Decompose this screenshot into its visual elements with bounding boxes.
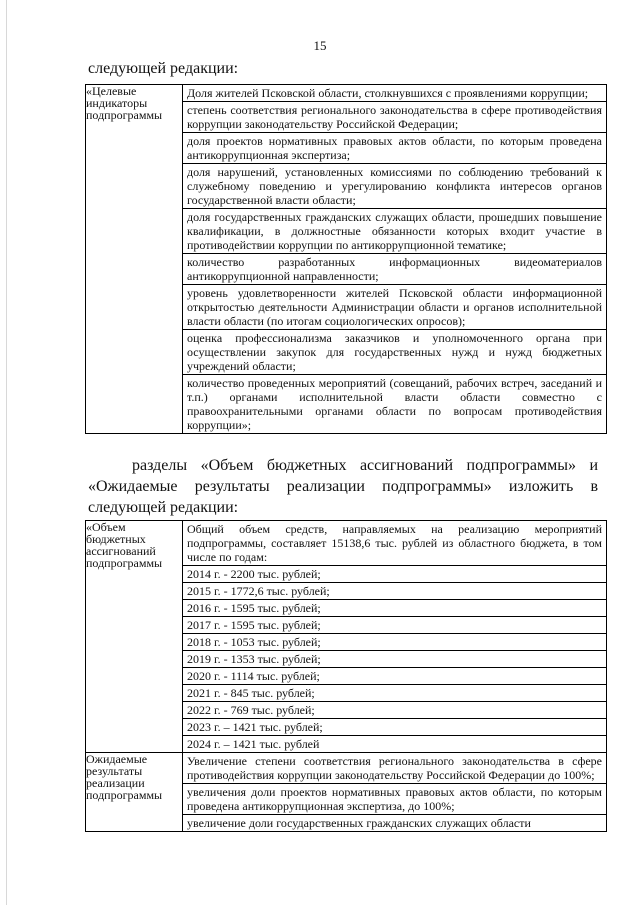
intro-text: следующей редакции:	[88, 60, 239, 77]
list-item: оценка профессионализма заказчиков и уполномоченного органа при осуществлении закупок для государственных нужд и нужд бюджетных учреждений области;	[183, 330, 606, 375]
list-item: 2020 г. - 1114 тыс. рублей;	[183, 668, 606, 685]
list-item: 2021 г. - 845 тыс. рублей;	[183, 685, 606, 702]
list-item: 2014 г. - 2200 тыс. рублей;	[183, 566, 606, 583]
list-item: Доля жителей Псковской области, столкнувшихся с проявлениями коррупции;	[183, 85, 606, 102]
list-item: количество проведенных мероприятий (совещаний, рабочих встреч, заседаний и т.п.) органами исполнительной власти области совместно с правоохранительными органами области по вопросам противодействия коррупции»;	[187, 376, 602, 432]
budget-results-table	[85, 520, 607, 832]
list-item: степень соответствия регионального законодательства в сфере противодействия коррупции законодательству Российской Федерации;	[183, 102, 606, 133]
page-number: 15	[313, 38, 327, 53]
target-indicators-table	[85, 84, 607, 434]
table-row	[86, 753, 607, 832]
paragraph-line: «Ожидаемые результаты реализации подпрограммы» изложить в	[88, 478, 598, 495]
row-label: «Целевые индикаторы подпрограммы	[86, 85, 183, 434]
budget-cell	[183, 521, 607, 753]
list-item: увеличение доли государственных гражданских служащих области	[187, 816, 531, 830]
list-item: 2019 г. - 1353 тыс. рублей;	[183, 651, 606, 668]
amendment-paragraph	[88, 455, 598, 518]
paragraph-line: разделы «Объем бюджетных ассигнований подпрограммы» и	[132, 457, 598, 474]
table-row	[86, 85, 607, 434]
indicators-cell	[183, 85, 607, 434]
list-item: 2015 г. - 1772,6 тыс. рублей;	[183, 583, 606, 600]
list-item: 2018 г. - 1053 тыс. рублей;	[183, 634, 606, 651]
table-row	[86, 521, 607, 753]
results-cell	[183, 753, 607, 832]
list-item: 2024 г. – 1421 тыс. рублей	[187, 737, 320, 751]
list-item: доля нарушений, установленных комиссиями по соблюдению требований к служебному поведению и урегулированию конфликта интересов органов государственной власти области;	[183, 164, 606, 209]
list-item: Общий объем средств, направляемых на реализацию мероприятий подпрограммы, составляет 15138,6 тыс. рублей из областного бюджета, в том числе по годам:	[183, 521, 606, 566]
paragraph-line: следующей редакции:	[88, 499, 239, 516]
list-item: уровень удовлетворенности жителей Псковской области информационной открытостью деятельности Администрации области и органов исполнительной власти области (по итогам социологических опросов);	[183, 285, 606, 330]
row-label: «Объем бюджетных ассигнований подпрограммы	[86, 521, 183, 753]
list-item: доля проектов нормативных правовых актов области, по которым проведена антикоррупционная экспертиза;	[183, 133, 606, 164]
list-item: 2016 г. - 1595 тыс. рублей;	[183, 600, 606, 617]
list-item: 2023 г. – 1421 тыс. рублей;	[183, 719, 606, 736]
list-item: доля государственных гражданских служащих области, прошедших повышение квалификации, в должностные обязанности которых входит участие в противодействии коррупции по антикоррупционной тематике;	[183, 209, 606, 254]
list-item: Увеличение степени соответствия регионального законодательства в сфере противодействия коррупции законодательству Российской Федерации до 100%;	[183, 753, 606, 784]
scan-edge	[6, 0, 7, 905]
list-item: 2022 г. - 769 тыс. рублей;	[183, 702, 606, 719]
list-item: увеличения доли проектов нормативных правовых актов области, по которым проведена антикоррупционная экспертиза, до 100%;	[183, 784, 606, 815]
row-label: Ожидаемые результаты реализации подпрограммы	[86, 753, 183, 832]
list-item: количество разработанных информационных видеоматериалов антикоррупционной направленности;	[183, 254, 606, 285]
list-item: 2017 г. - 1595 тыс. рублей;	[183, 617, 606, 634]
